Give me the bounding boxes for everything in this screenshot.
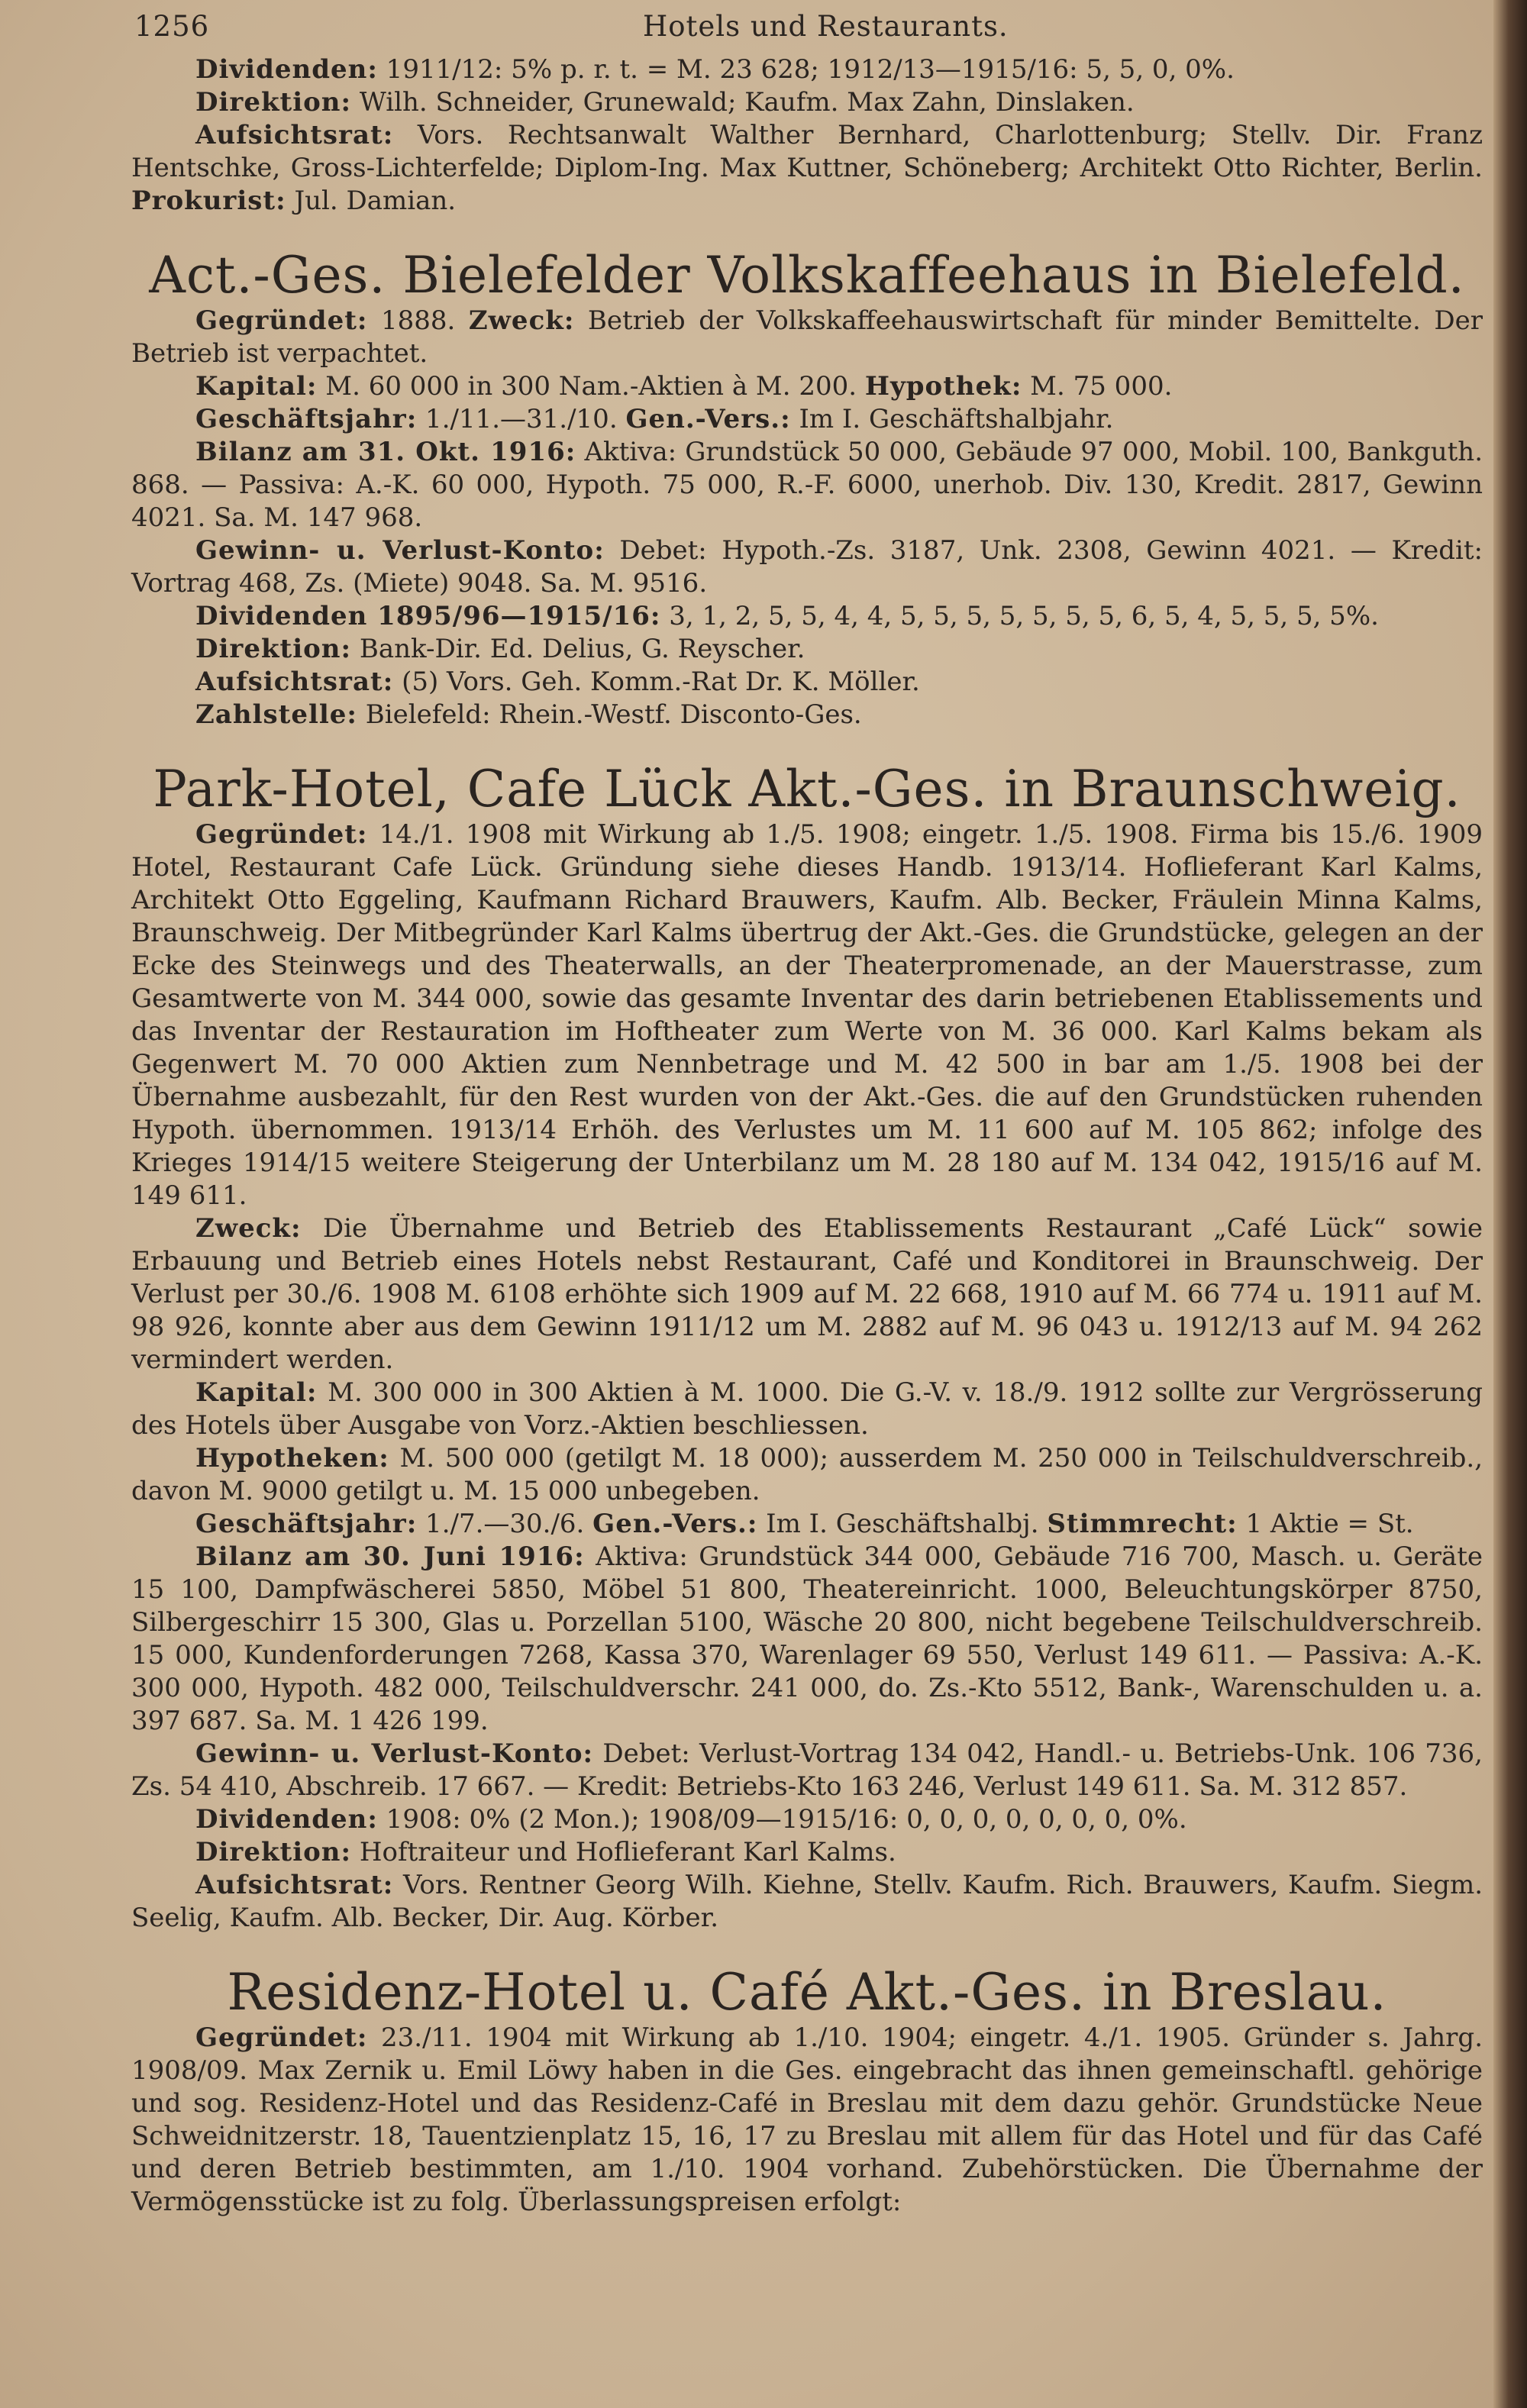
entry-paragraph — [131, 1508, 1483, 1541]
entry-paragraph — [131, 436, 1483, 534]
field-text: Hoftraiteur und Hoflieferant Karl Kalms. — [351, 1837, 896, 1867]
field-text: Vors. Rechtsanwalt Walther Bernhard, Charlottenburg; Stellv. Dir. Franz Hentschke, Gross-Lichterfelde; Diplom-Ing. Max Kuttner, Schöneberg; Architekt Otto Richter, Berlin. — [131, 120, 1483, 183]
entry-paragraph — [131, 1738, 1483, 1803]
entry-paragraph — [131, 818, 1483, 1212]
field-label: Hypothek: — [864, 371, 1022, 402]
field-label: Aufsichtsrat: — [195, 1870, 394, 1900]
field-text: Debet: Verlust-Vortrag 134 042, Handl.- u. Betriebs-Unk. 106 736, Zs. 54 410, Abschreib. 17 667. — Kredit: Betriebs-Kto 163 246, Verlust 149 611. Sa. M. 312 857. — [131, 1738, 1483, 1802]
field-text: Vors. Rentner Georg Wilh. Kiehne, Stellv. Kaufm. Rich. Brauwers, Kaufm. Siegm. Seelig, Kaufm. Alb. Becker, Dir. Aug. Körber. — [131, 1870, 1483, 1933]
field-label: Direktion: — [195, 1837, 352, 1867]
entry-paragraph — [131, 403, 1483, 436]
field-label: Gegründet: — [195, 305, 368, 336]
running-head — [131, 0, 1483, 53]
field-label: Geschäftsjahr: — [195, 1509, 418, 1539]
entry-paragraph — [131, 1442, 1483, 1508]
entry-paragraph — [131, 534, 1483, 600]
field-text: Im I. Geschäftshalbjahr. — [790, 404, 1114, 434]
entry-paragraph — [131, 1377, 1483, 1442]
field-text: 1./11.—31./10. — [417, 404, 626, 434]
field-text: 1908: 0% (2 Mon.); 1908/09—1915/16: 0, 0, 0, 0, 0, 0, 0, 0%. — [377, 1804, 1187, 1835]
company-title: Park-Hotel, Cafe Lück Akt.-Ges. in Braunschweig. — [153, 760, 1461, 818]
company-entry — [131, 53, 1483, 218]
entry-paragraph — [131, 2022, 1483, 2219]
entry-paragraph — [131, 86, 1483, 119]
page-content — [131, 53, 1483, 2219]
field-label: Gegründet: — [195, 819, 368, 850]
field-text: Wilh. Schneider, Grunewald; Kaufm. Max Zahn, Dinslaken. — [351, 87, 1135, 118]
field-text: Bielefeld: Rhein.-Westf. Disconto-Ges. — [357, 699, 862, 730]
field-label: Aufsichtsrat: — [195, 667, 394, 697]
field-label: Gewinn- u. Verlust-Konto: — [195, 535, 605, 566]
field-label: Direktion: — [195, 634, 352, 664]
field-label: Kapital: — [195, 371, 318, 402]
company-entry — [131, 218, 1483, 731]
field-text: Im I. Geschäftshalbj. — [757, 1509, 1048, 1539]
field-text: Aktiva: Grundstück 50 000, Gebäude 97 000, Mobil. 100, Bankguth. 868. — Passiva: A.-K. 60 000, Hypoth. 75 000, R.-F. 6000, unerhob. Div. 130, Kredit. 2817, Gewinn 4021. Sa. M. 147 968. — [131, 437, 1483, 533]
page-number: 1256 — [134, 10, 210, 43]
field-text: Aktiva: Grundstück 344 000, Gebäude 716 700, Masch. u. Geräte 15 100, Dampfwäscherei 5850, Möbel 51 800, Theatereinricht. 1000, Beleuchtungskörper 8750, Silbergeschirr 15 300, Glas u. Porzellan 5100, Wäsche 20 800, nicht begebene Teilschuldverschreib. 15 000, Kundenforderungen 7268, Kassa 370, Warenlager 69 550, Verlust 149 611. — Passiva: A.-K. 300 000, Hypoth. 482 000, Teilschuldverschr. 241 000, do. Zs.-Kto 5512, Bank-, Warenschulden u. a. 397 687. Sa. M. 1 426 199. — [131, 1541, 1483, 1736]
field-label: Prokurist: — [131, 186, 286, 216]
field-label: Zahlstelle: — [195, 699, 357, 730]
field-label: Dividenden 1895/96—1915/16: — [195, 601, 661, 631]
field-text: Jul. Damian. — [286, 186, 457, 216]
field-text: M. 300 000 in 300 Aktien à M. 1000. Die G.-V. v. 18./9. 1912 sollte zur Vergrösserung des Hotels über Ausgabe von Vorz.-Aktien beschliessen. — [131, 1377, 1483, 1441]
company-title: Act.-Ges. Bielefelder Volkskaffeehaus in Bielefeld. — [149, 246, 1465, 305]
entry-paragraph — [131, 666, 1483, 699]
field-label: Dividenden: — [195, 1804, 378, 1835]
entry-paragraph — [131, 1541, 1483, 1738]
field-text: M. 60 000 in 300 Nam.-Aktien à M. 200. — [317, 371, 865, 402]
book-spine-shadow — [1493, 0, 1527, 2408]
field-label: Gegründet: — [195, 2022, 368, 2053]
field-text: (5) Vors. Geh. Komm.-Rat Dr. K. Möller. — [393, 667, 920, 697]
company-title: Residenz-Hotel u. Café Akt.-Ges. in Breslau. — [227, 1963, 1387, 2022]
field-label: Kapital: — [195, 1377, 318, 1408]
entry-paragraph — [131, 305, 1483, 370]
entry-paragraph — [131, 600, 1483, 633]
entry-paragraph — [131, 370, 1483, 403]
field-label: Dividenden: — [195, 54, 378, 85]
company-entry — [131, 1935, 1483, 2219]
field-text: 1./7.—30./6. — [417, 1509, 593, 1539]
field-text: 14./1. 1908 mit Wirkung ab 1./5. 1908; eingetr. 1./5. 1908. Firma bis 15./6. 1909 Hotel, Restaurant Cafe Lück. Gründung siehe dieses Handb. 1913/14. Hoflieferant Karl Kalms, Architekt Otto Eggeling, Kaufmann Richard Brauwers, Kaufm. Alb. Becker, Fräulein Minna Kalms, Braunschweig. Der Mitbegründer Karl Kalms übertrug der Akt.-Ges. die Grundstücke, gelegen an der Ecke des Steinwegs und des Theaterwalls, an der Theaterpromenade, an der Mauerstrasse, zum Gesamtwerte von M. 344 000, sowie das gesamte Inventar des darin betriebenen Etablissements und das Inventar der Restauration im Hoftheater zum Werte von M. 36 000. Karl Kalms bekam als Gegenwert M. 70 000 Aktien zum Nennbetrage und M. 42 500 in bar am 1./5. 1908 bei der Übernahme ausbezahlt, für den Rest wurden von der Akt.-Ges. die auf den Grundstücken ruhenden Hypoth. übernommen. 1913/14 Erhöh. des Verlustes um M. 11 600 auf M. 105 862; infolge des Krieges 1914/15 weitere Steigerung der Unterbilanz um M. 28 180 auf M. 134 042, 1915/16 auf M. 149 611. — [131, 819, 1483, 1211]
field-label: Bilanz am 31. Okt. 1916: — [195, 437, 576, 467]
field-label: Gen.-Vers.: — [625, 404, 791, 434]
entry-paragraph — [131, 119, 1483, 218]
field-label: Zweck: — [468, 305, 575, 336]
field-text: Bank-Dir. Ed. Delius, G. Reyscher. — [351, 634, 805, 664]
field-label: Gen.-Vers.: — [592, 1509, 758, 1539]
field-label: Stimmrecht: — [1047, 1509, 1238, 1539]
field-text: 1911/12: 5% p. r. t. = M. 23 628; 1912/13—1915/16: 5, 5, 0, 0%. — [377, 54, 1235, 85]
field-text: M. 500 000 (getilgt M. 18 000); ausserdem M. 250 000 in Teilschuldverschreib., davon M. 9000 getilgt u. M. 15 000 unbegeben. — [131, 1443, 1483, 1506]
field-text: M. 75 000. — [1022, 371, 1173, 402]
field-text: 3, 1, 2, 5, 5, 4, 4, 5, 5, 5, 5, 5, 5, 5, 6, 5, 4, 5, 5, 5, 5%. — [660, 601, 1379, 631]
field-text: Debet: Hypoth.-Zs. 3187, Unk. 2308, Gewinn 4021. — Kredit: Vortrag 468, Zs. (Miete) 9048. Sa. M. 9516. — [131, 535, 1483, 599]
field-text: 1 Aktie = St. — [1237, 1509, 1414, 1539]
field-label: Geschäftsjahr: — [195, 404, 418, 434]
entry-spacing — [131, 218, 1483, 247]
entry-paragraph — [131, 1803, 1483, 1836]
entry-spacing — [131, 731, 1483, 760]
field-label: Zweck: — [195, 1213, 302, 1244]
entry-paragraph — [131, 699, 1483, 731]
entry-paragraph — [131, 1212, 1483, 1377]
entry-paragraph — [131, 1869, 1483, 1935]
entry-paragraph — [131, 53, 1483, 86]
field-text: 1888. — [367, 305, 469, 336]
entry-paragraph — [131, 633, 1483, 666]
field-text: Betrieb der Volkskaffeehauswirtschaft für minder Bemittelte. Der Betrieb ist verpachtet. — [131, 305, 1483, 369]
entry-spacing — [131, 1935, 1483, 1964]
field-label: Bilanz am 30. Juni 1916: — [195, 1541, 585, 1572]
field-label: Hypotheken: — [195, 1443, 389, 1474]
field-text: Die Übernahme und Betrieb des Etablissements Restaurant „Café Lück“ sowie Erbauung und Betrieb eines Hotels nebst Restaurant, Café und Konditorei in Braunschweig. Der Verlust per 30./6. 1908 M. 6108 erhöhte sich 1909 auf M. 22 668, 1910 auf M. 66 774 u. 1911 auf M. 98 926, konnte aber aus dem Gewinn 1911/12 um M. 2882 auf M. 96 043 u. 1912/13 auf M. 94 262 vermindert werden. — [131, 1213, 1483, 1375]
field-label: Aufsichtsrat: — [195, 120, 394, 150]
field-label: Gewinn- u. Verlust-Konto: — [195, 1738, 594, 1769]
company-entry — [131, 731, 1483, 1935]
entry-paragraph — [131, 1836, 1483, 1869]
running-title: Hotels und Restaurants. — [643, 10, 1009, 43]
field-text: 23./11. 1904 mit Wirkung ab 1./10. 1904; eingetr. 4./1. 1905. Gründer s. Jahrg. 1908/09. Max Zernik u. Emil Löwy haben in die Ges. eingebracht das ihnen gemeinschaftl. gehörige und sog. Residenz-Hotel und das Residenz-Café in Breslau mit dem dazu gehör. Grundstücke Neue Schweidnitzerstr. 18, Tauentzienplatz 15, 16, 17 zu Breslau mit allem für das Hotel und für das Café und deren Betrieb bestimmten, am 1./10. 1904 vorhand. Zubehörstücken. Die Übernahme der Vermögensstücke ist zu folg. Überlassungspreisen erfolgt: — [131, 2022, 1483, 2217]
field-label: Direktion: — [195, 87, 352, 118]
